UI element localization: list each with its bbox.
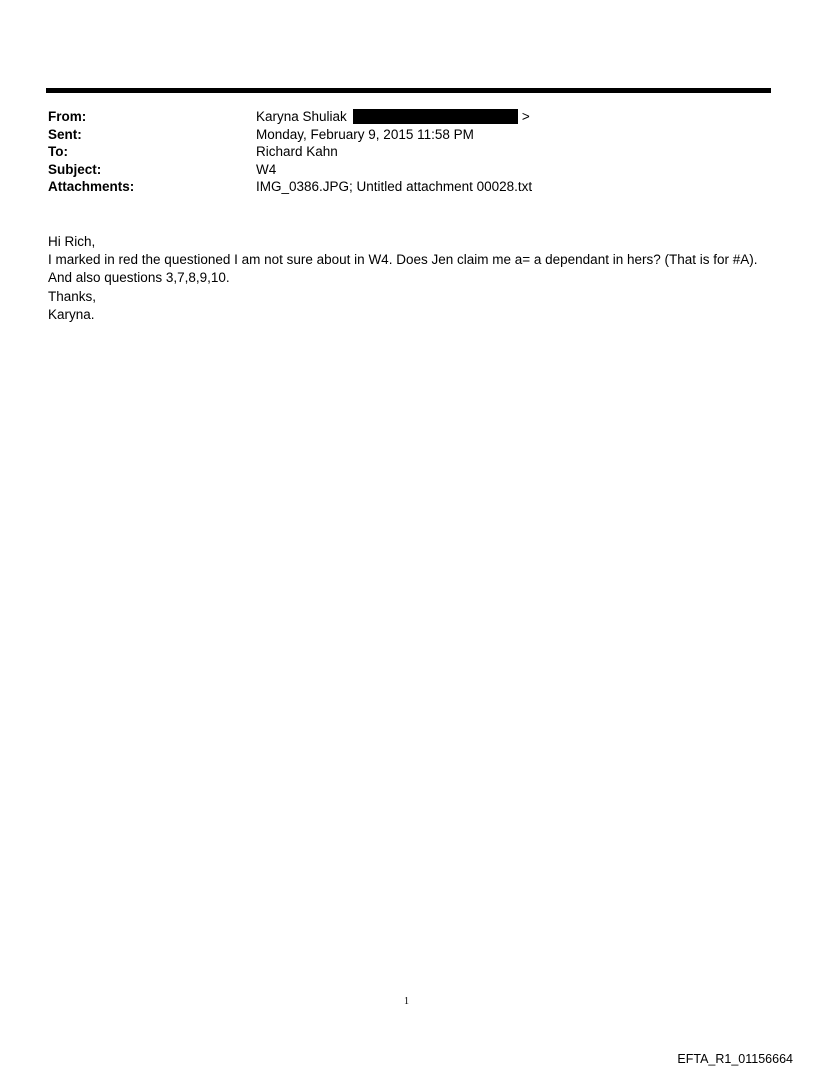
subject-label: Subject: [48, 161, 102, 177]
from-name: Karyna Shuliak [256, 109, 347, 124]
subject-value: W4 [256, 161, 277, 177]
attachments-value: IMG_0386.JPG; Untitled attachment 00028.txt [256, 179, 533, 194]
header-row-to [48, 143, 532, 161]
header-row-subject [48, 161, 532, 179]
sent-value: Monday, February 9, 2015 11:58 PM [256, 126, 474, 142]
to-label: To: [48, 144, 68, 159]
header-row-from [48, 108, 532, 126]
from-value [256, 108, 530, 126]
page-number: 1 [404, 996, 409, 1007]
body-line-greeting: Hi Rich, [48, 234, 96, 249]
email-body [48, 233, 758, 324]
sent-label: Sent: [48, 126, 82, 142]
document-id: EFTA_R1_01156664 [677, 1052, 793, 1066]
attachments-label: Attachments: [48, 179, 135, 194]
header-divider [46, 88, 771, 93]
from-label: From: [48, 109, 87, 124]
from-email-end: > [521, 109, 530, 124]
to-value: Richard Kahn [256, 144, 338, 159]
body-line-questions-list: And also questions 3,7,8,9,10. [48, 270, 230, 286]
email-header [48, 108, 532, 196]
body-line-question: I marked in red the questioned I am not sure about in W4. Does Jen claim me a= a dependant in hers? (That is for #A). [48, 252, 758, 268]
header-row-sent [48, 126, 532, 144]
body-line-thanks: Thanks, [48, 288, 97, 304]
redaction-box [353, 109, 518, 124]
body-line-signature: Karyna. [48, 306, 95, 322]
header-row-attachments [48, 178, 532, 196]
